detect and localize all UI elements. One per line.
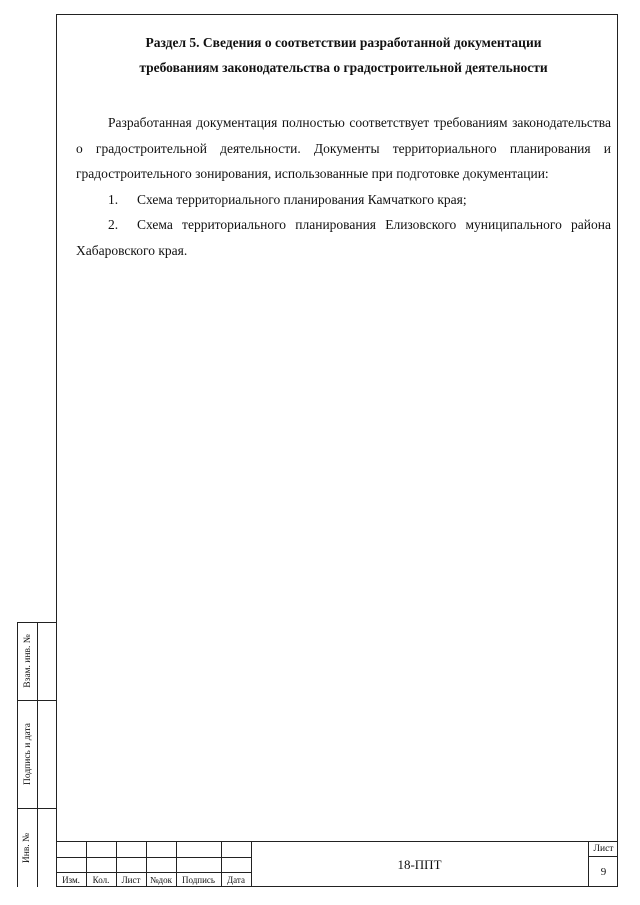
sheet-box bbox=[588, 842, 618, 887]
side-label-vzam bbox=[18, 622, 37, 700]
list-item bbox=[76, 212, 611, 263]
document-body bbox=[76, 110, 611, 263]
stamp-header-ndok: №док bbox=[149, 875, 173, 885]
side-label-podpis bbox=[18, 700, 37, 808]
stamp-header-list: Лист bbox=[121, 875, 141, 885]
section-title-line-2: требованиям законодательства о градостроительной деятельности bbox=[139, 60, 548, 75]
intro-paragraph: Разработанная документация полностью соответствует требованиям законодательства о градостроительной деятельности. Документы территориального планирования и градостроительного зонирования, использованные при подготовке документации: bbox=[76, 115, 611, 181]
document-code: 18-ППТ bbox=[397, 856, 442, 872]
title-block bbox=[56, 841, 618, 887]
side-label-inv-text: Инв. № bbox=[22, 832, 33, 863]
stamp-header-podpis: Подпись bbox=[181, 875, 216, 885]
document-content bbox=[76, 30, 611, 263]
stamp-header-data: Дата bbox=[227, 875, 245, 885]
side-label-vzam-text: Взам. инв. № bbox=[22, 634, 33, 688]
stamp-header-izm: Изм. bbox=[62, 875, 80, 885]
sheet-label: Лист bbox=[589, 842, 618, 857]
stamp-header-kol: Кол. bbox=[92, 875, 110, 885]
sheet-number: 9 bbox=[600, 866, 607, 878]
list-item-number: 1. bbox=[108, 191, 119, 207]
side-label-inv bbox=[18, 808, 37, 887]
list-item bbox=[76, 187, 611, 213]
side-label-podpis-text: Подпись и дата bbox=[22, 722, 33, 786]
side-stamp bbox=[17, 622, 56, 887]
section-title-line-1: Раздел 5. Сведения о соответствии разработанной документации bbox=[145, 35, 542, 50]
list-item-number: 2. bbox=[108, 217, 119, 232]
list-item-text: Схема территориального планирования Камчаткого края; bbox=[137, 191, 467, 207]
list-item-text: Схема территориального планирования Елизовского муниципального района Хабаровского края. bbox=[76, 217, 611, 258]
stamp-row-divider bbox=[56, 857, 251, 858]
